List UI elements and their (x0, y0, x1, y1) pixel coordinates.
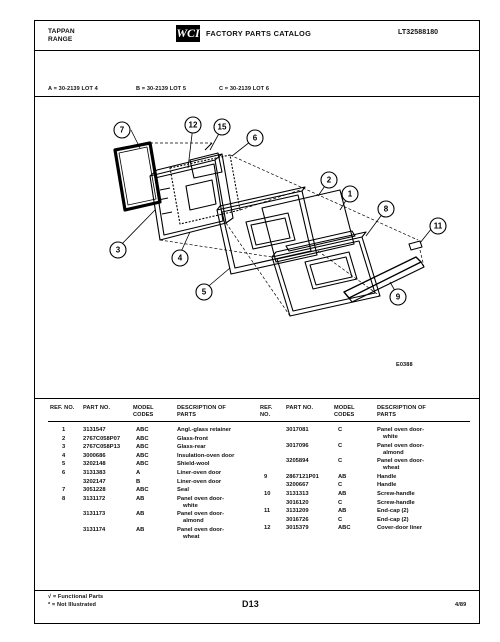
callout-9 (390, 289, 406, 305)
svg-text:9: 9 (395, 292, 401, 302)
table-row (0, 457, 500, 471)
lot-b: B = 30-2139 LOT 5 (136, 86, 187, 92)
cell-part-no: 3131383 (83, 470, 106, 476)
cell-description: End-cap (2) (377, 516, 409, 523)
cell-ref-no: 11 (264, 508, 271, 515)
cell-model-codes: AB (136, 495, 145, 502)
footer-note-not-illustrated: * = Not Illustrated (48, 602, 97, 608)
svg-text:15: 15 (217, 122, 227, 132)
cell-model-codes: C (338, 458, 343, 465)
header-codes-right: MODEL CODES (334, 405, 355, 418)
cell-description: Panel oven door- (377, 442, 425, 449)
cell-model-codes: C (338, 482, 343, 489)
header-codes-left: MODEL CODES (133, 405, 154, 418)
cell-description: Cover-door liner (377, 525, 423, 532)
cell-part-no: 2767C058P13 (83, 444, 121, 451)
cell-description: Seal (177, 487, 189, 494)
cell-part-no: 3131313 (286, 491, 309, 497)
cell-description: Shield-wool (177, 461, 210, 468)
svg-text:12: 12 (188, 120, 198, 130)
footer-note-functional: √ = Functional Parts (48, 594, 104, 600)
cell-description: Panel oven door- (377, 458, 425, 465)
header-ref-right: REF. NO. (260, 405, 273, 418)
callout-7 (114, 122, 130, 138)
svg-text:2: 2 (326, 175, 332, 185)
header-desc-right: DESCRIPTION OF PARTS (377, 405, 426, 418)
callout-3 (110, 242, 126, 258)
lot-c: C = 30-2139 LOT 6 (219, 86, 270, 92)
header-underline-right (258, 421, 470, 422)
svg-text:6: 6 (252, 133, 258, 143)
cell-model-codes: B (136, 478, 141, 485)
cell-description: Handle (377, 473, 397, 480)
cell-description: white (183, 502, 198, 509)
cell-ref-no: 8 (62, 495, 66, 502)
cell-model-codes: A (136, 470, 141, 476)
cell-model-codes: C (338, 499, 343, 506)
table-row (0, 507, 500, 514)
cell-description: Panel oven door- (177, 495, 225, 502)
callout-4 (172, 250, 188, 266)
inner-door-part (217, 187, 317, 274)
cell-ref-no: 2 (62, 435, 66, 442)
cell-ref-no: 5 (62, 461, 66, 468)
cell-part-no: 3202147 (83, 478, 106, 485)
svg-text:1: 1 (347, 189, 353, 199)
cell-description: wheat (383, 465, 400, 472)
cell-model-codes: ABC (136, 461, 149, 468)
cell-part-no: 3051228 (83, 487, 106, 494)
cell-part-no: 3015379 (286, 525, 309, 532)
cell-ref-no: 4 (62, 452, 66, 459)
cell-description: Screw-handle (377, 491, 415, 497)
model-number: LT32588180 (398, 29, 439, 36)
cell-model-codes: AB (338, 508, 347, 515)
table-row (0, 524, 500, 531)
cell-part-no: 3000686 (83, 452, 106, 459)
svg-text:11: 11 (433, 221, 443, 231)
cell-part-no: 3131173 (83, 511, 106, 518)
callout-5 (196, 284, 212, 300)
cell-model-codes: ABC (338, 525, 351, 532)
cell-model-codes: AB (136, 527, 145, 533)
cell-description: End-cap (2) (377, 508, 409, 515)
cell-model-codes: ABC (136, 444, 149, 451)
cell-part-no: 3131174 (83, 527, 106, 533)
cell-ref-no: 12 (264, 525, 271, 532)
cell-description: white (383, 434, 398, 440)
cell-ref-no: 6 (62, 470, 66, 476)
table-row (0, 481, 500, 488)
svg-text:8: 8 (383, 204, 389, 214)
cell-description: Panel oven door- (377, 427, 425, 433)
cell-model-codes: ABC (136, 427, 149, 433)
svg-text:7: 7 (119, 125, 125, 135)
cell-part-no: 3200667 (286, 482, 309, 489)
cell-description: Glass-front (177, 435, 208, 442)
cell-description: Screw-handle (377, 499, 415, 506)
table-row (0, 442, 500, 456)
table-row (0, 473, 500, 480)
catalog-title: FACTORY PARTS CATALOG (206, 29, 312, 38)
page-number: D13 (242, 599, 259, 609)
callout-2 (321, 172, 337, 188)
cell-part-no: 3202148 (83, 461, 106, 468)
cell-description: Panel oven door- (177, 511, 225, 518)
svg-text:3: 3 (115, 245, 121, 255)
table-row (0, 490, 500, 497)
cell-model-codes: C (338, 516, 343, 523)
cell-part-no: 3016120 (286, 499, 309, 506)
header-part-right: PART NO. (286, 405, 314, 411)
cell-model-codes: ABC (136, 435, 149, 442)
cell-model-codes: AB (136, 511, 145, 518)
brand-name: TAPPAN (48, 28, 75, 35)
callout-15 (214, 119, 230, 135)
lot-a: A = 30-2139 LOT 4 (48, 86, 98, 92)
cell-model-codes: ABC (136, 487, 149, 494)
table-row (0, 426, 500, 440)
header-part-left: PART NO. (83, 405, 111, 411)
cell-model-codes: ABC (136, 452, 149, 459)
header-underline-left (48, 421, 258, 422)
footer-divider (34, 590, 480, 591)
cell-part-no: 2767C058P07 (83, 435, 121, 442)
figure-code: E0388 (396, 362, 413, 368)
cell-description: Handle (377, 482, 397, 489)
outer-panel-part (272, 232, 380, 316)
cell-model-codes: AB (338, 473, 347, 480)
cell-model-codes: AB (338, 491, 347, 497)
cell-ref-no: 10 (264, 491, 271, 497)
cell-model-codes: C (338, 442, 343, 449)
cell-part-no: 3131547 (83, 427, 106, 433)
callout-6 (247, 130, 263, 146)
callout-8 (378, 201, 394, 217)
cell-part-no: 3017081 (286, 427, 309, 433)
cell-description: Liner-oven door (177, 470, 222, 476)
cell-part-no: 3205894 (286, 458, 309, 465)
callout-1 (342, 186, 358, 202)
cell-description: Glass-rear (177, 444, 206, 451)
cell-part-no: 3131209 (286, 508, 309, 515)
cell-ref-no: 1 (62, 427, 66, 433)
svg-text:4: 4 (177, 253, 183, 263)
table-top-divider (34, 398, 480, 399)
table-row (0, 516, 500, 523)
header-desc-left: DESCRIPTION OF PARTS (177, 405, 226, 418)
cell-description: Liner-oven door (177, 478, 222, 485)
cell-part-no: 2867121P01 (286, 473, 319, 480)
callout-11 (430, 218, 446, 234)
product-name: RANGE (48, 36, 73, 43)
cell-model-codes: C (338, 427, 343, 433)
cell-ref-no: 7 (62, 487, 66, 494)
cell-part-no: 3131172 (83, 495, 106, 502)
callout-12 (185, 117, 201, 133)
wci-logo: WCI (176, 26, 200, 40)
cell-ref-no: 3 (62, 444, 66, 451)
cell-description: Panel oven door- (177, 527, 225, 533)
svg-text:5: 5 (201, 287, 207, 297)
cell-ref-no: 9 (264, 473, 268, 480)
cell-description: almond (183, 518, 204, 525)
cell-part-no: 3017096 (286, 442, 309, 449)
cell-description: almond (383, 449, 404, 456)
cell-description: Insulation-oven door (177, 452, 235, 459)
cell-description: wheat (183, 534, 200, 540)
table-row (0, 499, 500, 506)
footer-date: 4/89 (455, 602, 467, 608)
cell-description: Angl.-glass retainer (177, 427, 232, 433)
header-ref-left: REF. NO. (50, 405, 75, 411)
cell-part-no: 3016726 (286, 516, 309, 523)
